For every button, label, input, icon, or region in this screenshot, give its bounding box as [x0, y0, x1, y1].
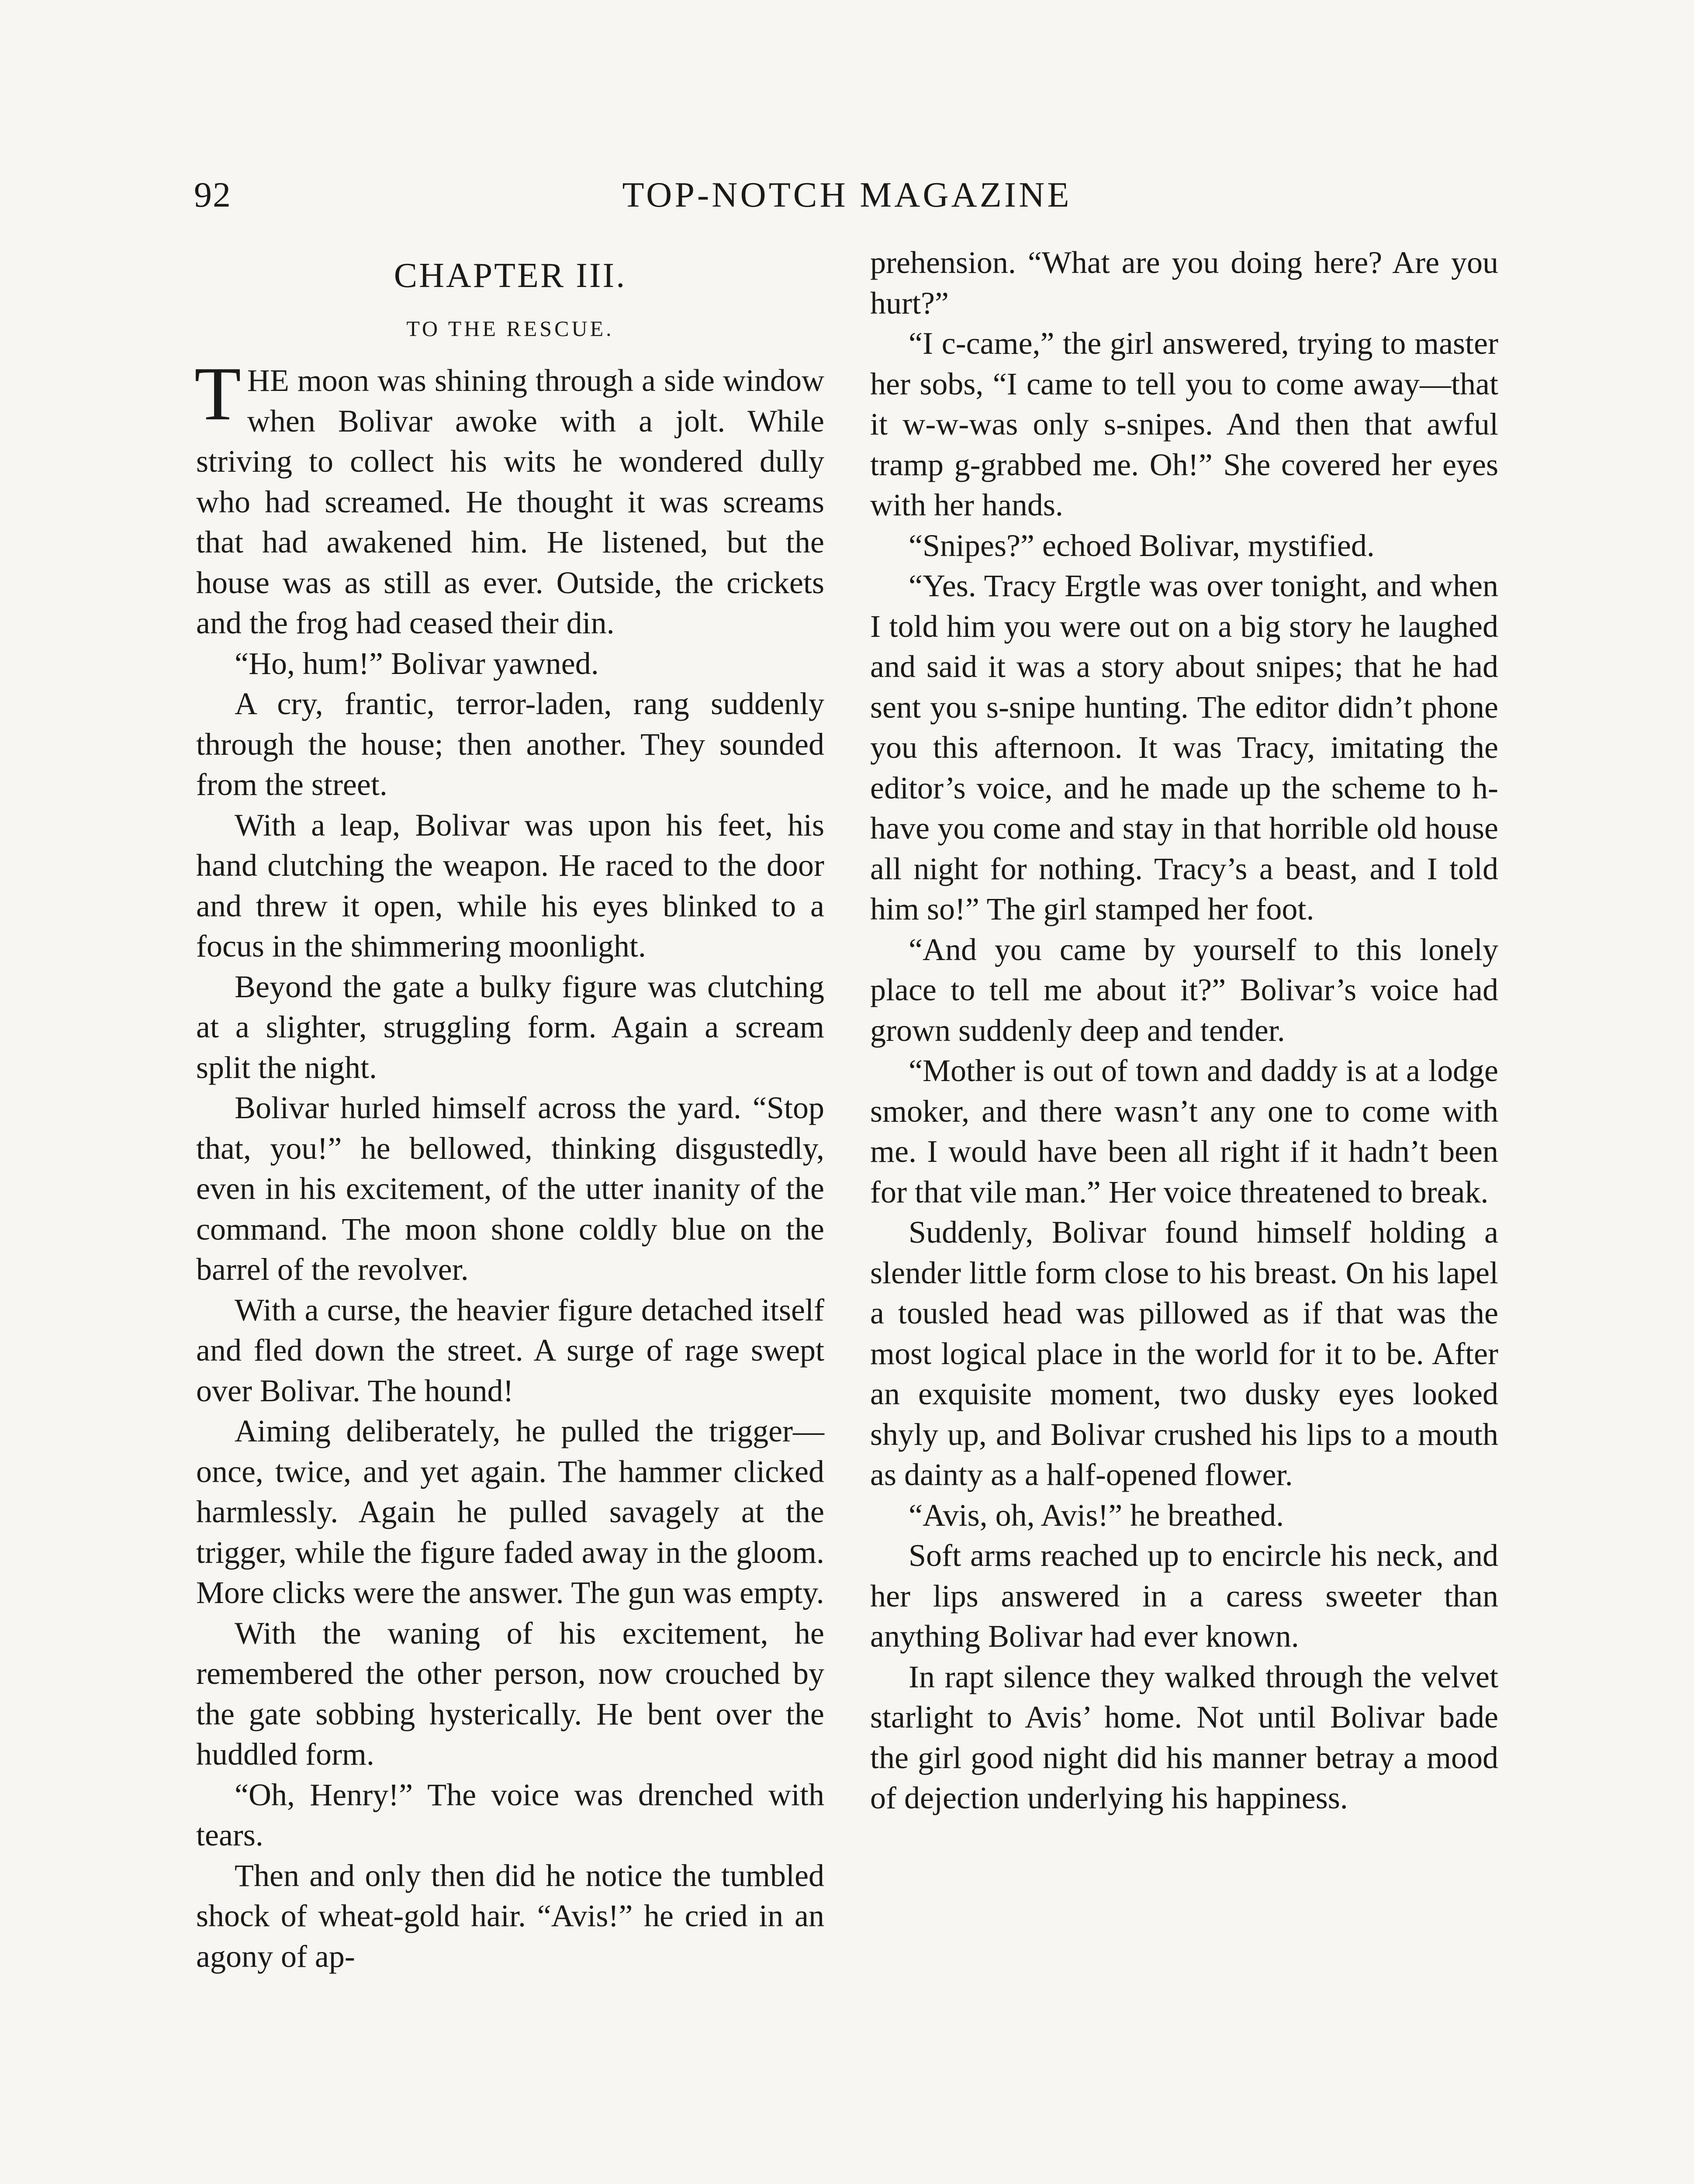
- right-column: [870, 242, 1498, 1818]
- paragraph: “And you came by yourself to this lonely place to tell me about it?” Bolivar’s voice had grown suddenly deep and tender.: [870, 932, 1498, 1048]
- paragraph: Suddenly, Bolivar found himself holding a slender little form close to his breast. On his lapel a tousled head was pillowed as if that was the most logical place in the world for it to be. After an exquisite moment, two dusky eyes looked shyly up, and Bolivar crushed his lips to a mouth as dainty as a half-opened flower.: [870, 1215, 1498, 1492]
- opening-paragraph-text: HE moon was shining through a side window when Bolivar awoke with a jolt. While striving to collect his wits he wondered dully who had screamed. He thought it was screams that had awakened him. He listened, but the house was as still as ever. Outside, the crickets and the frog had ceased their din.: [196, 363, 824, 640]
- page-number: 92: [194, 175, 232, 214]
- paragraph: Soft arms reached up to encircle his neck, and her lips answered in a caress sweeter than anything Bolivar had ever known.: [870, 1538, 1498, 1654]
- paragraph: “Mother is out of town and daddy is at a lodge smoker, and there wasn’t any one to come with me. I would have been all right if it hadn’t been for that vile man.” Her voice threatened to break.: [870, 1053, 1498, 1209]
- paragraph: With a leap, Bolivar was upon his feet, his hand clutching the weapon. He raced to the door and threw it open, while his eyes blinked to a focus in the shimmering moonlight.: [196, 807, 824, 964]
- left-column: [196, 242, 824, 1977]
- paragraph: With a curse, the heavier figure detached itself and fled down the street. A surge of rage swept over Bolivar. The hound!: [196, 1292, 824, 1408]
- continued-paragraph: prehension. “What are you doing here? Are you hurt?”: [870, 245, 1498, 321]
- opening-paragraph: [194, 351, 824, 643]
- paragraph: “I c-came,” the girl answered, trying to master her sobs, “I came to tell you to come away—that it w-w-was only s-snipes. And then that awful tramp g-grabbed me. Oh!” She covered her eyes with her hands.: [870, 326, 1498, 522]
- paragraph: Bolivar hurled himself across the yard. “Stop that, you!” he bellowed, thinking disgustedly, even in his excitement, of the utter inanity of the command. The moon shone coldly blue on the barrel of the revolver.: [196, 1090, 824, 1287]
- paragraph: A cry, frantic, terror-laden, rang suddenly through the house; then another. They sounded from the street.: [196, 686, 824, 802]
- paragraph: With the waning of his excitement, he remembered the other person, now crouched by the gate sobbing hysterically. He bent over the huddled form.: [196, 1615, 824, 1772]
- paragraph: In rapt silence they walked through the velvet starlight to Avis’ home. Not until Bolivar bade the girl good night did his manner betray a mood of dejection underlying his happiness.: [870, 1659, 1498, 1815]
- running-title: TOP-NOTCH MAGAZINE: [622, 175, 1072, 214]
- chapter-heading: CHAPTER III.: [394, 256, 627, 295]
- paragraph: “Yes. Tracy Ergtle was over tonight, and when I told him you were out on a big story he laughed and said it was a story about snipes; that he had sent you s-snipe hunting. The editor didn’t phone you this afternoon. It was Tracy, imitating the editor’s voice, and he made up the scheme to h-have you come and stay in that horrible old house all night for nothing. Tracy’s a beast, and I told him so!” The girl stamped her foot.: [870, 568, 1498, 926]
- paragraph: Aiming deliberately, he pulled the trigger—once, twice, and yet again. The hammer clicked harmlessly. Again he pulled savagely at the trigger, while the figure faded away in the gloom. More clicks were the answer. The gun was empty.: [196, 1413, 824, 1610]
- paragraph: “Ho, hum!” Bolivar yawned.: [235, 646, 599, 681]
- paragraph: Then and only then did he notice the tumbled shock of wheat-gold hair. “Avis!” he cried in an agony of ap-: [196, 1858, 824, 1974]
- drop-cap: T: [194, 351, 241, 436]
- chapter-subtitle: TO THE RESCUE.: [406, 316, 614, 341]
- paragraph: Beyond the gate a bulky figure was clutching at a slighter, struggling form. Again a scream split the night.: [196, 969, 824, 1085]
- paragraph: “Oh, Henry!” The voice was drenched with tears.: [196, 1777, 824, 1852]
- paragraph: “Avis, oh, Avis!” he breathed.: [909, 1497, 1284, 1533]
- paragraph: “Snipes?” echoed Bolivar, mystified.: [909, 528, 1375, 563]
